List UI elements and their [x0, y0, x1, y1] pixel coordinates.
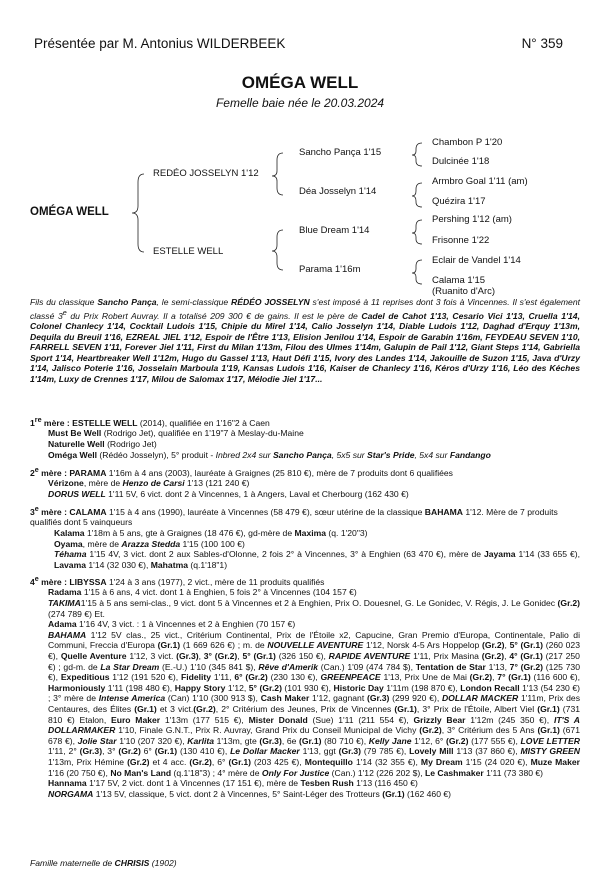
produce-info: (Rodrigo Jet), qualifiée en 1'19"7 à Meslay-du-Maine: [101, 428, 304, 439]
produce-info: , mère de: [82, 538, 122, 549]
related-horse: No Man's Land: [110, 767, 172, 778]
related-horse: Muze Maker: [530, 756, 580, 767]
pedigree-ggp: Eclair de Vandel 1'14: [432, 255, 521, 266]
produce-offspring: Tesben Rush: [300, 778, 354, 789]
produce-name: Vérizone: [48, 478, 84, 489]
record-text: 1'12 (191 520 €),: [109, 672, 181, 683]
record-text: 1'13m, gte: [214, 735, 260, 746]
record-text: 1'13 (37 860 €),: [453, 746, 521, 757]
related-horse: Rêve d'Amerik: [258, 661, 319, 672]
record-text: 1'13m, Prix Hémine: [48, 756, 128, 767]
produce-info: (Rodrigo Jet): [104, 439, 157, 450]
race-grade: (Gr.2): [189, 756, 212, 767]
race-grade: (Gr.1): [228, 756, 251, 767]
dam-label-sup: re: [34, 416, 42, 424]
inbred-horse: Star's Pride: [367, 449, 415, 460]
horse-description: Femelle baie née le 20.03.2024: [215, 96, 385, 110]
record-text: (79 785 €),: [361, 746, 410, 757]
horse-name-title: OMÉGA WELL: [241, 73, 359, 92]
sire-intro-paragraph: [30, 297, 580, 385]
intro-text: s'est imposé à 11 reprises dont 3 fois à Vincennes. Il s'est également classé 3: [30, 297, 580, 321]
race-grade: 7° (Gr.1): [497, 672, 531, 683]
race-grade: (Gr.2): [118, 746, 141, 757]
produce-offspring: Mahatma: [150, 559, 188, 570]
produce-name: Hannama: [48, 778, 87, 789]
record-text: (1 669 626 €) ; m. de: [180, 640, 268, 651]
produce-info: 1'18m à 5 ans, gte à Graignes (18 476 €), gd-mère de: [84, 528, 295, 539]
record-text: (E.-U.) 1'10 (345 841 $),: [159, 661, 259, 672]
dam-label-sup: e: [34, 505, 39, 513]
dam-info: 1'16m à 4 ans (2003), lauréate à Graignes (25 810 €), mère de 7 produits dont 6 qualifiées: [106, 467, 453, 478]
record-text: (130 410 €),: [177, 746, 231, 757]
record-text: , 2° Critérium des Jeunes, Prix de Vincennes: [215, 703, 395, 714]
record-text: et 3 vict.: [156, 703, 194, 714]
intro-text: Fils du classique: [30, 297, 98, 307]
record-text: 1'13, Prix Une de Mai: [380, 672, 470, 683]
related-horse: RAPIDE AVENTURE: [328, 651, 411, 662]
dam-name: LIBYSSA: [69, 576, 107, 587]
related-horse: Kelly Jane: [368, 735, 412, 746]
produce-name: Oméga Well: [48, 449, 98, 460]
produce-info: 1'16 4V, 3 vict. : 1 à Vincennes et 2 à Enghien (70 157 €): [76, 619, 296, 630]
produce-info: 1'15 4V, 3 vict. dont 2 aux Sables-d'Olonne, 2 fois 2° à Vincennes, 3° à Enghien (63 470 €), mère de: [86, 549, 484, 560]
record-text: ,: [504, 651, 510, 662]
record-text: ,: [492, 672, 498, 683]
race-grade: (Gr.3): [338, 746, 362, 757]
record-text: 1'10 (207 320 €),: [116, 735, 188, 746]
family-year: (1902): [149, 858, 177, 868]
pedigree-dam-dam: Parama 1'16m: [299, 264, 361, 275]
dam-label: mère :: [38, 506, 70, 517]
record-text: ,: [237, 651, 243, 662]
record-text: 1'16 (20 750 €),: [48, 767, 111, 778]
record-text: ,: [198, 651, 204, 662]
pedigree-ggp: Chambon P 1'20: [432, 137, 503, 148]
related-horse: Karlita: [187, 735, 214, 746]
record-text: 1'12, 6°: [411, 735, 446, 746]
record-text: , 6°: [211, 756, 229, 767]
record-text: (101 930 €),: [281, 682, 334, 693]
pedigree-ggp: Frisonne 1'22: [432, 235, 490, 246]
pedigree-horse: OMÉGA WELL: [30, 206, 109, 218]
record-text: 1'12, gagnant: [309, 693, 367, 704]
inbred-horse: Sancho Pança: [272, 449, 332, 460]
race-grade: (Gr.2): [419, 725, 442, 736]
record-text: , 6e: [281, 735, 300, 746]
pedigree-dam: ESTELLE WELL: [153, 246, 224, 257]
inbred-text: Inbred 2x4: [215, 449, 259, 460]
related-horse: Historic Day: [333, 682, 384, 693]
dam-name: PARAMA: [69, 467, 107, 478]
record-text: 1'11m, Prix des Centaures, des Élites: [48, 693, 581, 714]
inbred-text: sur: [435, 449, 450, 460]
produce-name: NORGAMA: [48, 788, 94, 799]
produce-name: Naturelle Well: [48, 439, 105, 450]
related-horse: Cash Maker: [260, 693, 310, 704]
dam-info: 1'24 à 3 ans (1977), 2 vict., mère de 11 produits qualifiés: [106, 576, 325, 587]
record-text: , 3° Critérium des 5 Ans: [441, 725, 538, 736]
record-text: (299 920 €),: [389, 693, 442, 704]
record-text: (125 730 €),: [48, 661, 580, 683]
produce-info: (Rédéo Josselyn), 5° produit -: [97, 449, 216, 460]
related-horse: Only For Justice: [261, 767, 330, 778]
produce-info: 1'14 (33 655 €),: [515, 549, 580, 560]
race-grade: (Gr.2): [193, 703, 216, 714]
second-dam-section: [30, 465, 580, 500]
dam-half-sister: BAHAMA: [424, 506, 463, 517]
record-text: , 3° Prix de l'Étoile, Albert Viel: [416, 703, 538, 714]
race-grade: (Gr.1): [154, 746, 178, 757]
record-text: (326 150 €),: [275, 651, 329, 662]
record-text: 1'14 (32 355 €),: [352, 756, 421, 767]
race-grade: 5° (Gr.1): [509, 640, 543, 651]
produce-info: (274 789 €) Et.: [48, 608, 105, 619]
produce-name: DORUS WELL: [48, 489, 106, 500]
third-dam-section: [30, 504, 580, 570]
record-text: 1'12 5V clas., 25 vict., Critérium Continental, Prix de l'Étoile x2, Capucine, Gran Premio d'Europa, Continentale, Palio di Communi, Freccia d'Europa: [48, 629, 580, 651]
dam-label-sup: e: [34, 575, 39, 583]
produce-info: 1'17 5V, 2 vict. dont 1 à Vincennes (17 151 €), mère de: [86, 778, 301, 789]
record-text: 1'10, Finale G.N.T., Prix R. Auvray, Grand Prix du Conseil Municipal de Vichy: [115, 725, 420, 736]
family-name: CHRISIS: [114, 858, 150, 868]
related-horse: Le Cashmaker: [424, 767, 484, 778]
record-text: 1'11,: [211, 672, 235, 683]
intro-sire: RÉDÉO JOSSELYN: [231, 297, 310, 307]
produce-name: Must Be Well: [48, 428, 102, 439]
presenter-label: Présentée par M. Antonius WILDERBEEK: [34, 36, 286, 51]
race-grade: (Gr.2): [127, 756, 150, 767]
race-grade: (Gr.2): [557, 598, 580, 609]
related-horse: Mister Donald: [248, 714, 308, 725]
related-horse: My Dream: [420, 756, 463, 767]
record-text: (q.1'18"3) ; 4° mère de: [171, 767, 262, 778]
produce-info: (162 460 €): [404, 788, 452, 799]
record-text: 1'13m (177 515 €),: [160, 714, 249, 725]
race-grade: (Gr.2): [469, 672, 493, 683]
produce-info: 1'11 5V, 6 vict. dont 2 à Vincennes, 1 à Angers, Laval et Cherbourg (162 430 €): [105, 489, 409, 500]
dam-label-sup: e: [34, 466, 39, 474]
race-grade: (Gr.3): [366, 693, 390, 704]
produce-offspring: Lavama: [54, 559, 87, 570]
record-text: (Can.) 1'12 (226 202 $),: [329, 767, 425, 778]
produce-name: Adama: [48, 619, 77, 630]
record-text: (Sue) 1'11 (211 554 €),: [307, 714, 414, 725]
produce-name: Téhama: [54, 549, 87, 560]
record-text: (80 710 €),: [321, 735, 369, 746]
race-grade: (Gr.1): [134, 703, 157, 714]
record-text: 1'11m (198 870 €),: [383, 682, 461, 693]
dam-info: 1'15 à 4 ans (1990), lauréate à Vincennes (58 479 €), sœur utérine de la classique: [106, 506, 425, 517]
fourth-dam-section: [30, 574, 580, 799]
record-text: 1'13, ggt: [299, 746, 339, 757]
pedigree-ggp: Dulcinée 1'18: [432, 156, 490, 167]
race-grade: 5° (Gr.2): [248, 682, 282, 693]
race-grade: 7° (Gr.2): [509, 661, 544, 672]
lot-number: N° 359: [521, 36, 563, 51]
record-text: , 3°: [102, 746, 119, 757]
record-text: 1'12, 3 vict.: [126, 651, 177, 662]
race-grade: (Gr.2): [482, 640, 505, 651]
related-horse: Harmoniously: [48, 682, 106, 693]
intro-text: , le semi-classique: [156, 297, 232, 307]
record-text: (671 678 €),: [48, 725, 580, 746]
produce-name: Oyama: [54, 538, 83, 549]
pedigree-sire: REDÉO JOSSELYN 1'12: [153, 168, 259, 179]
produce-name: Kalama: [54, 528, 85, 539]
dam-name: CALAMA: [69, 506, 107, 517]
record-text: (260 023 €),: [48, 640, 580, 662]
record-text: (116 600 €),: [530, 672, 581, 683]
produce-info: 1'15 à 5 ans semi-clas., 9 vict. dont 5 à Vincennes et 2 à Enghien, Prix O. Douesnel, G. Le Gonidec, V. Régis, J. Le Gonidec: [80, 598, 558, 609]
related-horse: LOVE LETTER: [520, 735, 580, 746]
related-horse: Fidelity: [180, 672, 212, 683]
inbred-text: , 5x4: [414, 449, 436, 460]
related-horse: MISTY GREEN: [520, 746, 580, 757]
race-grade: (Gr.2): [446, 735, 469, 746]
produce-info: 1'13 (121 240 €): [184, 478, 250, 489]
dam-label: mère :: [38, 576, 70, 587]
produce-info: (q.1'18"1): [187, 559, 228, 570]
intro-sup: e: [62, 308, 67, 317]
intro-offspring-list: Cadel de Cahot 1'13, Cesario Vici 1'13, Cruella 1'14, Colonel Chanlecy 1'14, Cocktail Ludois 1'15, Chipie du Mirel 1'14, Calio Josselyn 1'14, Diable Ludois 1'12, Daghad d'Erquy 1'13m, Dequila du Breuil 1'16, EZREAL JIEL 1'12, Espoir de l'Être 1'13, Elision Jenilou 1'14, Espoir de Garabin 1'16m, FEYDEAU SEVEN 1'10, FARRELL SEVEN 1'11, Forever Jiel 1'11, First du Milan 1'13m, Filou des Ulmes 1'14m, Galupin de Pail 1'12, Giant Steps 1'14, Gabriella Sport 1'14, Heartbreaker Well 1'12m, Hugo du Gassel 1'13, Haut Défi 1'15, Ivory des Landes 1'14, Jakouille de Suzon 1'15, Java d'Urzy 1'14, Jalisco Poterie 1'16, Josselain Marboula 1'19, Kansas Ludois 1'16, Kaiser de Chanlecy 1'16, Kéros d'Urzy 1'16, Léo des Kéches 1'14m, Luxy de Crennes 1'17, Milou de Salomax 1'17, Mélodie Jiel 1'17...: [30, 310, 580, 385]
race-grade: (Gr.1): [157, 640, 181, 651]
produce-info: 1'13 (116 450 €): [353, 778, 418, 789]
related-horse: NOUVELLE AVENTURE: [267, 640, 364, 651]
record-text: 1'12,: [225, 682, 249, 693]
related-horse: Euro Maker: [110, 714, 161, 725]
produce-offspring: Jayama: [483, 549, 516, 560]
race-grade: (Gr.1): [537, 725, 560, 736]
produce-offspring: Arazza Stedda: [121, 538, 181, 549]
dam-label: mère :: [38, 467, 70, 478]
race-grade: (Gr.3): [79, 746, 103, 757]
intro-sire-sire: Sancho Pança: [97, 297, 157, 307]
dam-info: 1'12. Mère de 7 produits qualifiés dont 5 vainqueurs: [30, 506, 558, 528]
inbred-text: , 5x5: [331, 449, 353, 460]
first-dam-section: [30, 415, 580, 460]
record-text: (203 425 €),: [250, 756, 305, 767]
inbred-text: sur: [352, 449, 368, 460]
record-text: 1'11, Prix Masina: [410, 651, 482, 662]
produce-info: 1'14 (32 030 €),: [86, 559, 151, 570]
family-label: Famille maternelle de: [30, 858, 115, 868]
pedigree-ggp: (Ruanito d'Arc): [432, 286, 496, 297]
record-text: 1'13,: [485, 661, 510, 672]
related-horse: London Recall: [460, 682, 520, 693]
record-text: et 4 acc.: [149, 756, 190, 767]
produce-name: BAHAMA: [48, 629, 87, 640]
record-text: 1'11, 2°: [48, 746, 80, 757]
produce-info: (q. 1'20"3): [326, 528, 368, 539]
maternal-family-line: [30, 858, 580, 869]
race-grade: 4° (Gr.1): [509, 651, 543, 662]
dam-label: mère :: [41, 417, 73, 428]
related-horse: IT'S A DOLLARMAKER: [48, 714, 580, 736]
pedigree-dam-sire: Blue Dream 1'14: [299, 225, 370, 236]
pedigree-ggp: Pershing 1'12 (am): [432, 214, 512, 225]
related-horse: Happy Story: [174, 682, 226, 693]
related-horse: Intense America: [98, 693, 166, 704]
produce-name: TAKIMA: [48, 598, 81, 609]
related-horse: La Star Dream: [100, 661, 160, 672]
record-text: (Can.) 1'09 (474 784 $),: [318, 661, 416, 672]
race-grade: 5° (Gr.1): [242, 651, 276, 662]
race-grade: (Gr.2): [481, 651, 505, 662]
related-horse: Jolie Star: [77, 735, 117, 746]
record-text: 1'11 (73 380 €): [483, 767, 544, 778]
record-text: (177 555 €),: [468, 735, 521, 746]
record-text: 1'15 (24 020 €),: [462, 756, 531, 767]
related-horse: Grizzly Bear: [413, 714, 466, 725]
record-text: 1'11 (198 480 €),: [105, 682, 175, 693]
pedigree-sire-sire: Sancho Pança 1'15: [299, 147, 382, 158]
dam-name: ESTELLE WELL: [72, 417, 138, 428]
record-text: 6°: [140, 746, 155, 757]
produce-offspring: Henzo de Carsi: [122, 478, 185, 489]
dam-info: (2014), qualifiée en 1'16"2 à Caen: [137, 417, 270, 428]
intro-text: du Prix Robert Auvray. Il a totalisé 209 300 € de gains. Il est le père de: [66, 310, 362, 321]
produce-offspring: Maxima: [294, 528, 327, 539]
related-horse: Expeditious: [60, 672, 110, 683]
related-horse: Montequillo: [304, 756, 353, 767]
related-horse: Quelle Aventure: [60, 651, 127, 662]
pedigree-tree: [0, 0, 600, 300]
race-grade: (Gr.1): [299, 735, 322, 746]
record-text: 1'12, Norsk 4-5 Ars Hoppelop: [363, 640, 483, 651]
inbred-text: sur: [258, 449, 273, 460]
related-horse: Tentation de Star: [415, 661, 486, 672]
dam-label: 4: [30, 576, 35, 587]
produce-info: 1'15 à 6 ans, 4 vict. dont 1 à Enghien, 5 fois 2° à Vincennes (104 157 €): [81, 587, 357, 598]
dam-label: 2: [30, 467, 35, 478]
produce-info: 1'15 (100 100 €): [180, 538, 245, 549]
related-horse: GREENPEACE: [320, 672, 381, 683]
race-grade: 3° (Gr.2): [203, 651, 238, 662]
record-text: (Can) 1'10 (300 913 $),: [165, 693, 261, 704]
record-text: 1'13 (54 230 €) ; 3° mère de: [48, 682, 580, 704]
produce-info: 1'13 5V, classique, 5 vict. dont 2 à Vincennes, 5° Saint-Léger des Trotteurs: [93, 788, 383, 799]
pedigree-sire-dam: Déa Josselyn 1'14: [299, 186, 377, 197]
record-text: (230 130 €),: [267, 672, 321, 683]
race-grade: 6° (Gr.2): [234, 672, 268, 683]
inbred-horse: Fandango: [449, 449, 491, 460]
related-horse: Lovely Mill: [409, 746, 454, 757]
race-grade: (Gr.1): [382, 788, 405, 799]
produce-info: , mère de: [83, 478, 123, 489]
dam-label: 1: [30, 417, 35, 428]
pedigree-ggp: Calama 1'15: [432, 275, 486, 286]
race-grade: (Gr.3): [176, 651, 199, 662]
race-grade: (Gr.1): [537, 703, 560, 714]
pedigree-ggp: Armbro Goal 1'11 (am): [432, 176, 528, 187]
record-text: (217 250 €) ; gd-m. de: [48, 651, 580, 672]
related-horse: Le Dollar Macker: [230, 746, 300, 757]
pedigree-ggp: Quézira 1'17: [432, 196, 486, 207]
record-text: (731 810 €) Etalon,: [48, 703, 581, 725]
record-text: 1'12m (245 350 €),: [465, 714, 554, 725]
related-horse: DOLLAR MACKER: [441, 693, 519, 704]
dam-label: 3: [30, 506, 35, 517]
produce-name: Radama: [48, 587, 82, 598]
race-grade: (Gr.3): [259, 735, 282, 746]
race-grade: (Gr.1): [394, 703, 417, 714]
record-text: ,: [504, 640, 510, 651]
